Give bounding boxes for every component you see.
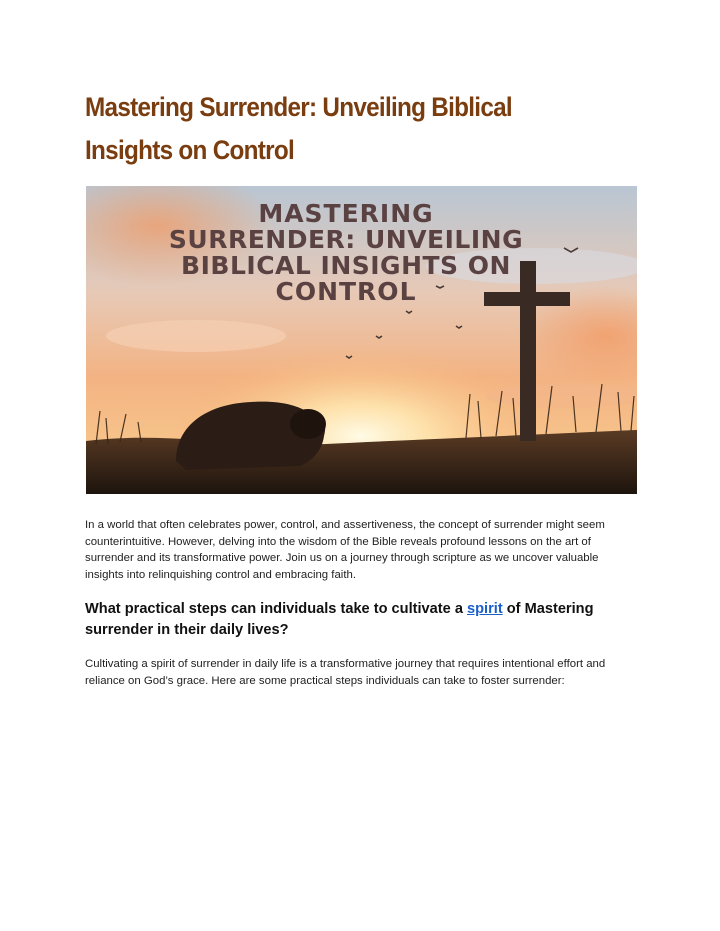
hero-image (86, 186, 637, 494)
hero-caption-line-4: CONTROL (275, 277, 417, 306)
section-heading-start: What practical steps can individuals take to cultivate a (85, 601, 467, 617)
hero-caption-line-3: BIBLICAL INSIGHTS ON (181, 251, 511, 280)
intro-paragraph: In a world that often celebrates power, control, and assertiveness, the concept of surrender might seem counterintuitive. However, delving into the wisdom of the Bible reveals profound lessons on the art of surrender and its transformative power. Join us on a journey through scripture as we uncover valuable insights into relinquishing control and embracing faith. (85, 519, 605, 581)
hero-caption-line-2: SURRENDER: UNVEILING (168, 225, 524, 254)
hero-caption-line-1: MASTERING (258, 199, 434, 228)
section-heading (85, 599, 645, 640)
section-heading-end: of Mastering surrender in their daily lives? (85, 601, 594, 638)
page-title: Mastering Surrender: Unveiling Biblical Insights on Control (85, 92, 512, 165)
spirit-link[interactable]: spirit (467, 601, 503, 617)
answer-paragraph: Cultivating a spirit of surrender in daily life is a transformative journey that requires intentional effort and reliance on God’s grace. Here are some practical steps individuals can take to foster surrender: (85, 658, 606, 687)
